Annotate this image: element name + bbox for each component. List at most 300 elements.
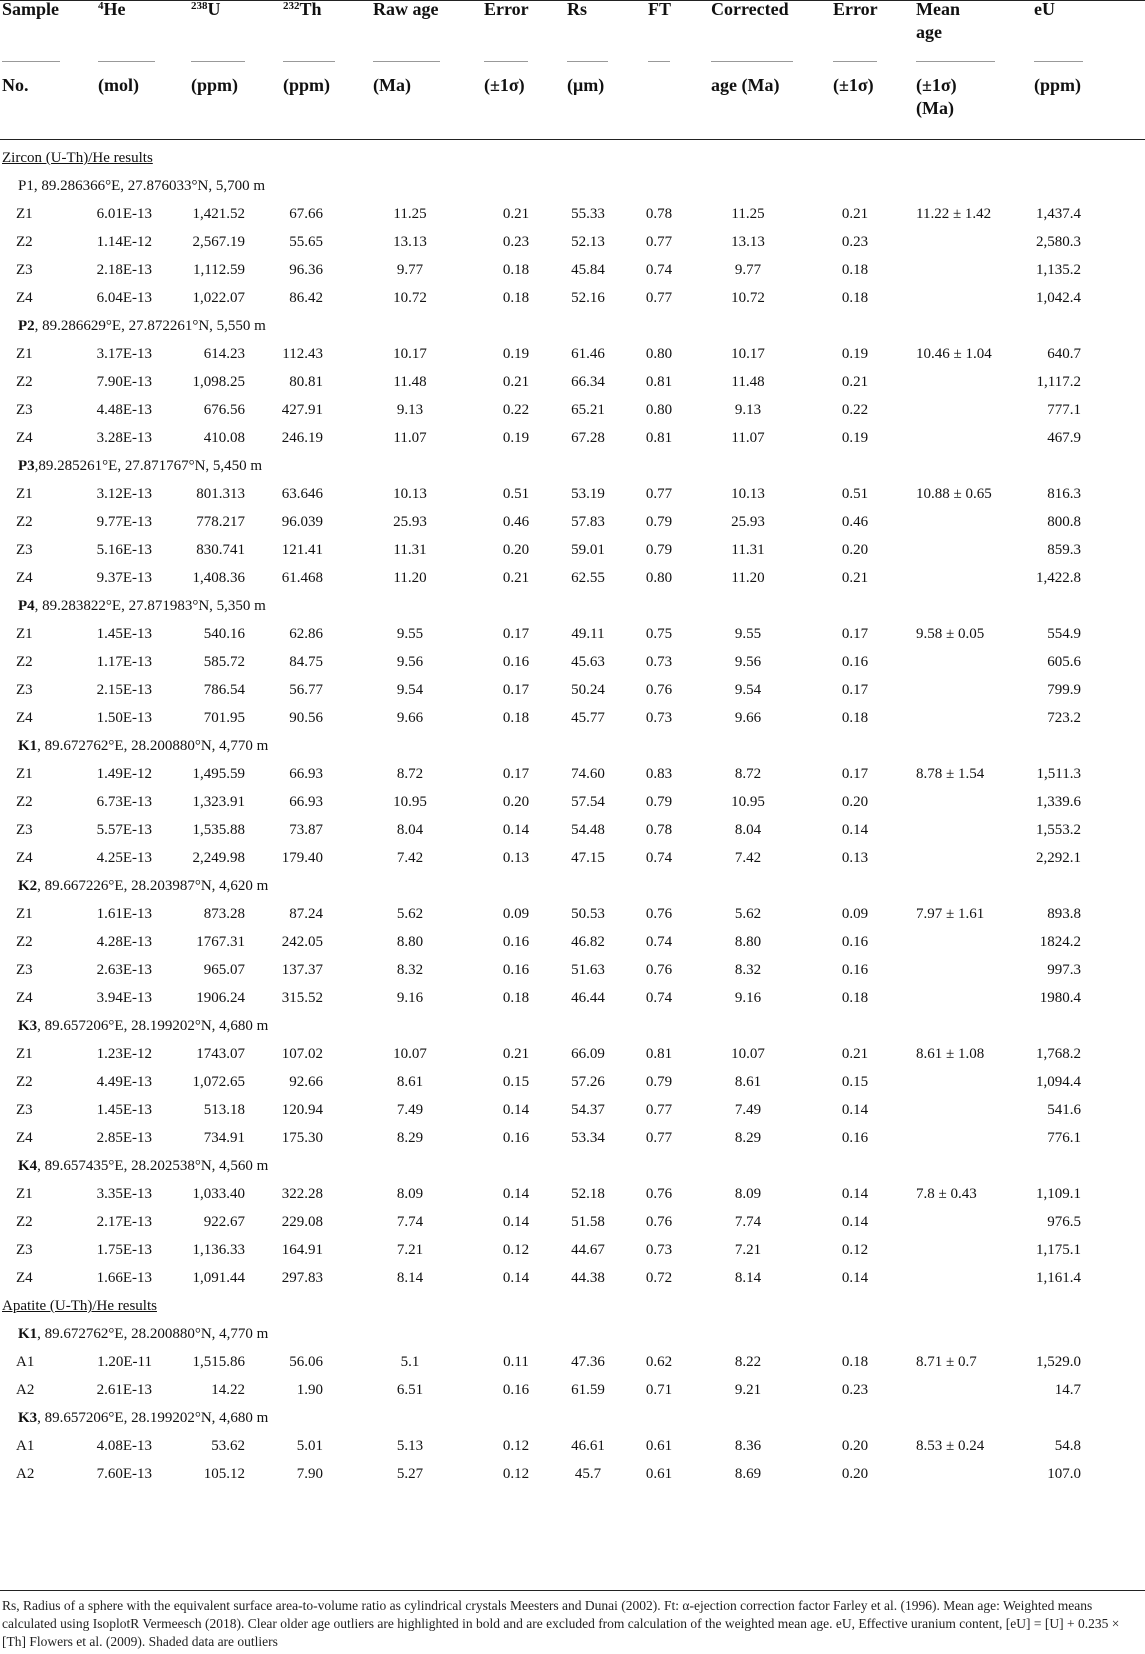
sample-location: , 89.672762°E, 28.200880°N, 4,770 m <box>37 738 269 754</box>
table-cell: 11.22 ± 1.42 <box>916 206 992 222</box>
table-cell: 800.8 <box>1047 514 1081 530</box>
table-cell: 0.18 <box>502 710 530 726</box>
table-cell: 0.77 <box>645 290 673 306</box>
table-cell: 322.28 <box>281 1186 323 1202</box>
header-text: Error <box>833 0 878 19</box>
table-row <box>0 402 1145 430</box>
table-cell: 14.7 <box>1054 1382 1081 1398</box>
table-cell: 1,175.1 <box>1036 1242 1081 1258</box>
table-cell: A1 <box>16 1354 35 1370</box>
table-cell: 0.17 <box>841 766 869 782</box>
table-cell: 44.67 <box>571 1242 605 1258</box>
table-cell: 1,094.4 <box>1036 1074 1081 1090</box>
header-unit: (Ma) <box>373 75 411 95</box>
table-cell: 62.55 <box>571 570 605 586</box>
header-unit: (μm) <box>567 75 605 95</box>
table-cell: 0.21 <box>841 206 869 222</box>
table-cell: 0.21 <box>502 570 530 586</box>
table-cell: 0.80 <box>645 570 673 586</box>
table-row <box>0 262 1145 290</box>
table-cell: 801.313 <box>196 486 245 502</box>
table-cell: 8.04 <box>734 822 762 838</box>
table-cell: 9.56 <box>396 654 424 670</box>
sample-id: P2 <box>18 318 35 334</box>
table-cell: 1.45E-13 <box>96 1102 152 1118</box>
table-cell: 723.2 <box>1047 710 1081 726</box>
table-cell: 53.62 <box>211 1438 245 1454</box>
table-cell: Z4 <box>16 570 33 586</box>
table-cell: 0.18 <box>502 990 530 1006</box>
table-cell: 10.07 <box>393 1046 427 1062</box>
table-cell: 53.34 <box>571 1130 605 1146</box>
table-cell: 1,098.25 <box>192 374 245 390</box>
table-row <box>0 206 1145 234</box>
sample-id: K2 <box>18 878 38 894</box>
table-cell: 54.37 <box>571 1102 605 1118</box>
table-cell: 61.468 <box>281 570 323 586</box>
table-cell: 6.73E-13 <box>96 794 152 810</box>
table-cell: 0.73 <box>645 1242 673 1258</box>
table-row <box>0 1438 1145 1466</box>
sample-group-label <box>18 178 265 195</box>
table-cell: 57.54 <box>571 794 605 810</box>
table-cell: 137.37 <box>281 962 323 978</box>
table-cell: 0.16 <box>502 934 530 950</box>
header-underline <box>2 61 60 62</box>
table-cell: 8.53 ± 0.24 <box>916 1438 985 1454</box>
table-cell: 1,022.07 <box>192 290 245 306</box>
table-cell: 2,567.19 <box>192 234 245 250</box>
table-cell: 0.77 <box>645 1102 673 1118</box>
table-cell: 0.81 <box>645 1046 673 1062</box>
table-cell: 51.63 <box>571 962 605 978</box>
table-cell: 11.31 <box>731 542 765 558</box>
table-cell: 1,768.2 <box>1036 1046 1081 1062</box>
table-cell: 5.01 <box>296 1438 323 1454</box>
table-cell: Z1 <box>16 486 33 502</box>
table-cell: 90.56 <box>289 710 323 726</box>
table-cell: 10.72 <box>393 290 427 306</box>
table-cell: 1,421.52 <box>192 206 245 222</box>
table-cell: Z3 <box>16 1242 33 1258</box>
header-unit: (±1σ) <box>484 75 525 95</box>
table-cell: 1.66E-13 <box>96 1270 152 1286</box>
table-cell: Z4 <box>16 1130 33 1146</box>
table-cell: 0.16 <box>841 1130 869 1146</box>
table-cell: 1,515.86 <box>192 1354 245 1370</box>
table-cell: 25.93 <box>731 514 765 530</box>
table-row <box>0 1214 1145 1242</box>
table-cell: 1,112.59 <box>193 262 245 278</box>
table-cell: 56.06 <box>289 1354 323 1370</box>
table-cell: 0.77 <box>645 1130 673 1146</box>
table-cell: 49.11 <box>571 626 605 642</box>
table-cell: 0.16 <box>841 962 869 978</box>
table-cell: 112.43 <box>282 346 323 362</box>
table-cell: 7.42 <box>734 850 762 866</box>
table-cell: Z3 <box>16 1102 33 1118</box>
table-cell: 799.9 <box>1047 682 1081 698</box>
table-cell: 67.28 <box>571 430 605 446</box>
table-cell: 0.19 <box>502 346 530 362</box>
header-label <box>484 0 529 21</box>
table-footnote: Rs, Radius of a sphere with the equivalent surface area-to-volume ratio as cylindrical crystals Meesters and Dunai (2002). Ft: α-ejection correction factor Farley et al. (1996). Mean age: Weighted means calculated using IsoplotR Vermeesch (2018). Clear older age outliers are highlighted in bold and are excluded from calculation of the weighted mean age. eU, Effective uranium content, [eU] = [U] + 0.235 × [Th] Flowers et al. (2009). Shaded data are outliers <box>2 1598 1120 1649</box>
table-cell: 46.82 <box>571 934 605 950</box>
table-cell: 51.58 <box>571 1214 605 1230</box>
table-cell: 0.74 <box>645 262 673 278</box>
header-label <box>916 0 976 44</box>
table-cell: 734.91 <box>203 1130 245 1146</box>
table-cell: 8.32 <box>396 962 424 978</box>
table-cell: 0.76 <box>645 1214 673 1230</box>
table-cell: 46.44 <box>571 990 605 1006</box>
table-cell: 0.20 <box>502 542 530 558</box>
table-cell: 242.05 <box>281 934 323 950</box>
sample-location: ,89.285261°E, 27.871767°N, 5,450 m <box>34 458 263 474</box>
table-cell: 554.9 <box>1047 626 1081 642</box>
table-cell: 0.21 <box>502 1046 530 1062</box>
table-cell: 0.09 <box>502 906 530 922</box>
table-cell: 11.25 <box>731 206 765 222</box>
table-cell: 44.38 <box>571 1270 605 1286</box>
table-row <box>0 990 1145 1018</box>
table-cell: 54.8 <box>1054 1438 1081 1454</box>
header-unit: No. <box>2 75 29 95</box>
header-unit: age (Ma) <box>711 75 780 95</box>
table-cell: 52.13 <box>571 234 605 250</box>
table-cell: Z1 <box>16 906 33 922</box>
table-cell: 53.19 <box>571 486 605 502</box>
table-cell: 45.84 <box>571 262 605 278</box>
table-cell: 4.49E-13 <box>96 1074 152 1090</box>
sample-id: K1 <box>18 1326 38 1342</box>
header-text: Sample <box>2 0 60 19</box>
table-cell: 96.36 <box>289 262 323 278</box>
table-cell: 65.21 <box>571 402 605 418</box>
table-cell: 0.22 <box>841 402 869 418</box>
table-row <box>0 682 1145 710</box>
table-cell: 2,292.1 <box>1036 850 1081 866</box>
table-cell: 10.17 <box>731 346 765 362</box>
table-cell: 0.76 <box>645 1186 673 1202</box>
header-text: Error <box>484 0 529 19</box>
table-row <box>0 1074 1145 1102</box>
table-cell: 0.16 <box>841 934 869 950</box>
table-cell: 0.81 <box>645 430 673 446</box>
table-cell: Z1 <box>16 1186 33 1202</box>
table-cell: 5.16E-13 <box>96 542 152 558</box>
sample-id: P4 <box>18 598 35 614</box>
table-cell: 55.33 <box>571 206 605 222</box>
table-cell: 1.20E-11 <box>97 1354 152 1370</box>
table-row <box>0 1270 1145 1298</box>
table-cell: Z2 <box>16 514 33 530</box>
header-text: He <box>103 0 126 19</box>
table-cell: 3.94E-13 <box>96 990 152 1006</box>
table-cell: 2.85E-13 <box>96 1130 152 1146</box>
table-cell: 2.18E-13 <box>96 262 152 278</box>
table-cell: 0.18 <box>502 290 530 306</box>
header-superscript: 232 <box>283 0 300 12</box>
table-cell: 8.14 <box>396 1270 424 1286</box>
table-cell: 6.01E-13 <box>96 206 152 222</box>
table-cell: 7.90 <box>296 1466 323 1482</box>
table-cell: 605.6 <box>1047 654 1081 670</box>
sample-location: , 89.657435°E, 28.202538°N, 4,560 m <box>37 1158 269 1174</box>
table-cell: 9.21 <box>734 1382 762 1398</box>
header-superscript: 238 <box>191 0 208 12</box>
table-cell: Z2 <box>16 934 33 950</box>
table-cell: 0.21 <box>841 374 869 390</box>
table-cell: 0.14 <box>841 1102 869 1118</box>
table-cell: 8.80 <box>396 934 424 950</box>
header-underline <box>283 61 335 62</box>
sample-group-label <box>18 1326 268 1343</box>
table-cell: 0.20 <box>502 794 530 810</box>
header-unit: (ppm) <box>191 75 239 95</box>
table-cell: 1,529.0 <box>1036 1354 1081 1370</box>
table-row <box>0 906 1145 934</box>
sample-id: K1 <box>18 738 38 754</box>
header-label <box>2 0 59 21</box>
table-cell: 11.07 <box>393 430 427 446</box>
table-cell: 0.21 <box>502 374 530 390</box>
table-cell: 2.63E-13 <box>96 962 152 978</box>
table-cell: 1767.31 <box>196 934 245 950</box>
table-cell: Z2 <box>16 1214 33 1230</box>
table-cell: 0.79 <box>645 1074 673 1090</box>
table-cell: 1980.4 <box>1039 990 1081 1006</box>
table-cell: 8.61 <box>396 1074 424 1090</box>
sample-location: , 89.667226°E, 28.203987°N, 4,620 m <box>37 878 269 894</box>
table-cell: 0.22 <box>502 402 530 418</box>
table-cell: 9.16 <box>734 990 762 1006</box>
table-cell: 4.28E-13 <box>96 934 152 950</box>
table-cell: 11.20 <box>393 570 427 586</box>
table-cell: 62.86 <box>289 626 323 642</box>
header-text: Th <box>299 0 322 19</box>
table-cell: 1,535.88 <box>192 822 245 838</box>
table-cell: 0.23 <box>502 234 530 250</box>
table-cell: 1,109.1 <box>1036 1186 1081 1202</box>
table-cell: 45.77 <box>571 710 605 726</box>
table-header <box>0 0 1145 140</box>
table-cell: 11.48 <box>731 374 765 390</box>
table-cell: 0.83 <box>645 766 673 782</box>
table-cell: 0.14 <box>841 1270 869 1286</box>
header-unit: (±1σ) <box>833 75 874 95</box>
table-cell: 121.41 <box>281 542 323 558</box>
table-cell: 0.21 <box>841 570 869 586</box>
table-cell: 2,249.98 <box>192 850 245 866</box>
table-cell: 541.6 <box>1047 1102 1081 1118</box>
sample-id: K4 <box>18 1158 38 1174</box>
table-cell: 0.12 <box>502 1242 530 1258</box>
table-cell: A1 <box>16 1438 35 1454</box>
table-cell: 1.45E-13 <box>96 626 152 642</box>
table-cell: 3.12E-13 <box>96 486 152 502</box>
table-row <box>0 542 1145 570</box>
table-cell: Z3 <box>16 262 33 278</box>
table-cell: 0.75 <box>645 626 673 642</box>
table-cell: 0.16 <box>502 654 530 670</box>
table-row <box>0 766 1145 794</box>
table-cell: 9.77E-13 <box>96 514 152 530</box>
table-cell: 0.20 <box>841 1438 869 1454</box>
header-text: Mean age <box>916 0 960 42</box>
table-cell: 8.09 <box>396 1186 424 1202</box>
table-cell: 1.50E-13 <box>96 710 152 726</box>
sample-location: , 89.286629°E, 27.872261°N, 5,550 m <box>34 318 266 334</box>
table-cell: 67.66 <box>289 206 323 222</box>
table-cell: 1.61E-13 <box>96 906 152 922</box>
header-label <box>833 0 878 21</box>
table-cell: 0.17 <box>502 766 530 782</box>
table-cell: 0.73 <box>645 710 673 726</box>
table-cell: 0.20 <box>841 1466 869 1482</box>
sample-group-label <box>18 738 268 755</box>
table-cell: 105.12 <box>203 1466 245 1482</box>
table-cell: 54.48 <box>571 822 605 838</box>
table-cell: 778.217 <box>196 514 245 530</box>
table-cell: 92.66 <box>289 1074 323 1090</box>
header-underline <box>648 61 670 62</box>
header-label <box>711 0 789 21</box>
table-cell: Z3 <box>16 542 33 558</box>
table-cell: Z4 <box>16 1270 33 1286</box>
table-cell: 0.13 <box>502 850 530 866</box>
table-cell: 179.40 <box>281 850 323 866</box>
table-cell: 8.29 <box>734 1130 762 1146</box>
table-cell: 0.19 <box>841 430 869 446</box>
table-cell: 0.51 <box>841 486 869 502</box>
header-label <box>283 0 322 21</box>
table-cell: 0.19 <box>502 430 530 446</box>
table-cell: 9.66 <box>396 710 424 726</box>
table-cell: 0.17 <box>502 626 530 642</box>
table-cell: 0.19 <box>841 346 869 362</box>
header-label <box>191 0 221 21</box>
table-row <box>0 934 1145 962</box>
table-cell: 25.93 <box>393 514 427 530</box>
table-cell: 0.76 <box>645 962 673 978</box>
table-cell: 0.13 <box>841 850 869 866</box>
header-label <box>98 0 126 21</box>
header-text: Raw age <box>373 0 439 19</box>
table-cell: 0.14 <box>502 1214 530 1230</box>
table-row <box>0 514 1145 542</box>
table-cell: 5.62 <box>396 906 424 922</box>
table-cell: 73.87 <box>289 822 323 838</box>
table-cell: 11.20 <box>731 570 765 586</box>
table-cell: 427.91 <box>281 402 323 418</box>
table-cell: 66.34 <box>571 374 605 390</box>
table-cell: 2,580.3 <box>1036 234 1081 250</box>
table-cell: 80.81 <box>289 374 323 390</box>
table-cell: 9.16 <box>396 990 424 1006</box>
table-cell: 1,135.2 <box>1036 262 1081 278</box>
table-cell: Z2 <box>16 374 33 390</box>
table-cell: 7.97 ± 1.61 <box>916 906 985 922</box>
table-cell: 9.66 <box>734 710 762 726</box>
table-cell: 57.26 <box>571 1074 605 1090</box>
table-cell: 0.18 <box>841 262 869 278</box>
table-cell: 9.55 <box>396 626 424 642</box>
table-cell: 50.24 <box>571 682 605 698</box>
header-underline <box>567 61 608 62</box>
table-row <box>0 1382 1145 1410</box>
table-row <box>0 1354 1145 1382</box>
table-cell: 107.02 <box>281 1046 323 1062</box>
table-cell: 8.72 <box>396 766 424 782</box>
table-cell: 0.76 <box>645 682 673 698</box>
table-cell: 9.13 <box>396 402 424 418</box>
table-cell: 0.12 <box>502 1438 530 1454</box>
sample-location: , 89.657206°E, 28.199202°N, 4,680 m <box>37 1410 269 1426</box>
table-cell: 0.17 <box>502 682 530 698</box>
table-cell: 0.14 <box>841 1186 869 1202</box>
table-cell: 10.13 <box>731 486 765 502</box>
table-row <box>0 962 1145 990</box>
table-cell: 7.49 <box>396 1102 424 1118</box>
table-row <box>0 570 1145 598</box>
table-cell: 0.79 <box>645 794 673 810</box>
table-cell: Z4 <box>16 990 33 1006</box>
table-cell: 1.14E-12 <box>96 234 152 250</box>
header-text: Corrected <box>711 0 789 19</box>
table-cell: 13.13 <box>393 234 427 250</box>
header-text: FT <box>648 0 672 19</box>
table-cell: 47.36 <box>571 1354 605 1370</box>
table-cell: 164.91 <box>281 1242 323 1258</box>
table-row <box>0 822 1145 850</box>
table-cell: 1,339.6 <box>1036 794 1081 810</box>
table-cell: 1,553.2 <box>1036 822 1081 838</box>
sample-group-label <box>18 598 266 615</box>
header-underline <box>916 61 995 62</box>
table-cell: 9.77 <box>396 262 424 278</box>
table-cell: 9.55 <box>734 626 762 642</box>
table-cell: Z3 <box>16 962 33 978</box>
table-cell: 777.1 <box>1047 402 1081 418</box>
table-cell: 3.35E-13 <box>96 1186 152 1202</box>
header-underline <box>191 61 245 62</box>
table-cell: 7.8 ± 0.43 <box>916 1186 977 1202</box>
table-cell: 59.01 <box>571 542 605 558</box>
table-row <box>0 346 1145 374</box>
table-cell: 5.13 <box>396 1438 424 1454</box>
table-cell: 107.0 <box>1047 1466 1081 1482</box>
table-cell: 8.14 <box>734 1270 762 1286</box>
table-cell: 830.741 <box>196 542 245 558</box>
table-cell: 0.16 <box>502 1130 530 1146</box>
header-underline <box>373 61 440 62</box>
table-cell: 0.80 <box>645 402 673 418</box>
table-cell: 1,323.91 <box>192 794 245 810</box>
table-cell: 0.77 <box>645 486 673 502</box>
table-row <box>0 850 1145 878</box>
table-row <box>0 1102 1145 1130</box>
table-cell: 873.28 <box>203 906 245 922</box>
table-cell: 1.75E-13 <box>96 1242 152 1258</box>
table-row <box>0 234 1145 262</box>
table-cell: 57.83 <box>571 514 605 530</box>
table-cell: 74.60 <box>571 766 605 782</box>
table-cell: 1.49E-12 <box>96 766 152 782</box>
table-cell: 2.17E-13 <box>96 1214 152 1230</box>
table-cell: 7.21 <box>734 1242 762 1258</box>
table-cell: 56.77 <box>289 682 323 698</box>
